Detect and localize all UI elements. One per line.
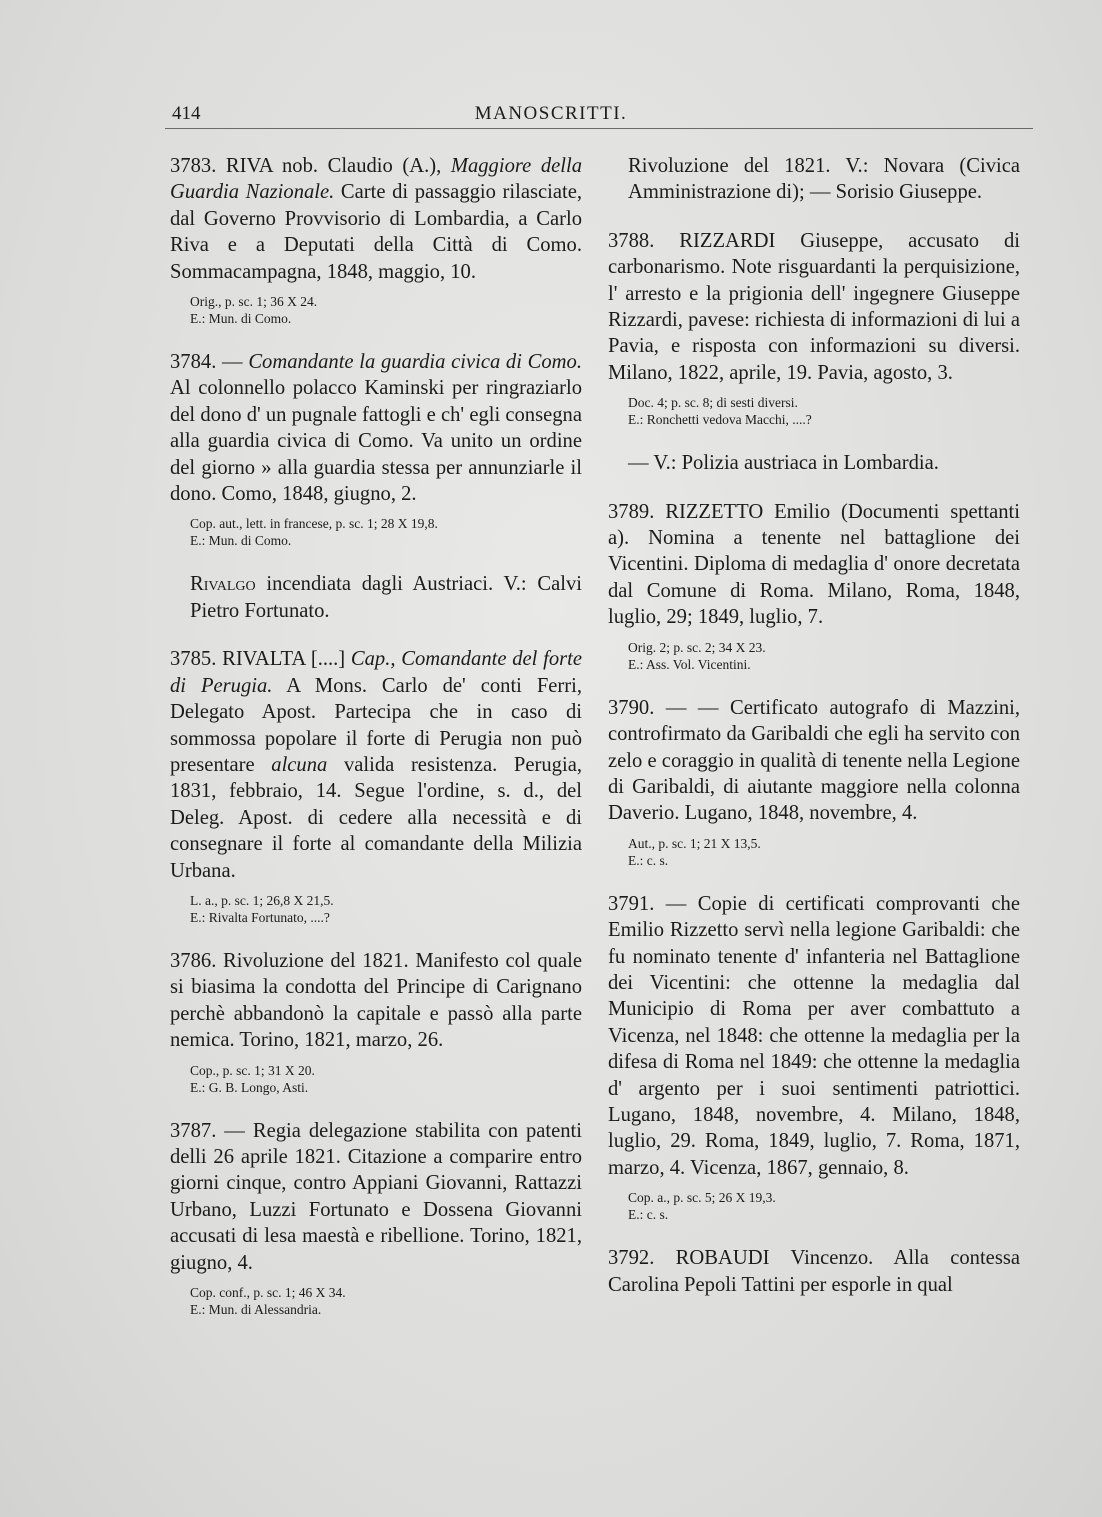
entry-text: A Mons. Carlo de' conti Ferri, Delegato Apost. Partecipa che in caso di sommossa popolare il forte di Perugia non può presentare (170, 674, 582, 776)
right-column (608, 153, 1020, 1320)
entry-meta (608, 835, 1020, 869)
crossref-text: — V.: Polizia austriaca in Lombardia. (628, 452, 939, 475)
entry-meta (608, 639, 1020, 673)
entry-text: — Copie di certificati comprovanti che Emilio Rizzetto servì nella legione Garibaldi: che fu nominato tenente d' infanteria nel Battaglione dei Vicentini: che ottenne la medaglia dal Municipio di Roma per aver combattuto a Vicenza, nel 1848: che ottenne la medaglia per la difesa di Roma nel 1849: che ottenne la medaglia d' argento per i suoi sentimenti patriottici. Lugano, 1848, novembre, 4. Milano, 1848, luglio, 29. Roma, 1849, luglio, 7. Roma, 1871, marzo, 4. Vicenza, 1867, gennaio, 8. (608, 892, 1020, 1179)
entry-emphasis: alcuna (271, 753, 328, 776)
meta-description: Cop. a., p. sc. 5; 26 X 19,3. (628, 1190, 776, 1206)
entry-title: Cap., Comandante del forte di Perugia. (170, 648, 582, 697)
entry-number: 3787. (170, 1119, 217, 1142)
entry-text: ROBAUDI Vincenzo. Alla contessa Carolina Pepoli Tattini per esporle in qual (608, 1247, 1020, 1296)
entry-meta (170, 1062, 582, 1096)
entry-meta (170, 1284, 582, 1318)
meta-owner: E.: Rivalta Fortunato, ....? (190, 909, 330, 925)
entry-number: 3789. (608, 500, 655, 523)
entry-3792 (608, 1245, 1020, 1298)
meta-owner: E.: Mun. di Como. (190, 533, 292, 549)
entry-3786 (170, 948, 582, 1096)
entry-name: RIVA nob. Claudio (A.), (225, 155, 442, 177)
crossref-name: Rivalgo (190, 573, 256, 596)
entry-meta (170, 293, 582, 327)
left-column (170, 153, 582, 1340)
entry-number: 3784. (170, 351, 217, 374)
entry-text: RIZZETTO Emilio (Documenti spettanti a). Nomina a tenente nel battaglione dei Vicentini. Diploma di medaglia d' onore decretata dal Comune di Roma. Milano, Roma, 1848, luglio, 29; 1849, luglio, 7. (608, 500, 1020, 629)
meta-description: Cop. conf., p. sc. 1; 46 X 34. (190, 1285, 346, 1300)
meta-owner: E.: Ass. Vol. Vicentini. (628, 656, 751, 672)
meta-owner: E.: c. s. (628, 1207, 669, 1223)
entry-name: RIVALTA [....] (222, 648, 346, 671)
meta-owner: E.: Ronchetti vedova Macchi, ....? (628, 412, 812, 428)
entry-meta (608, 1189, 1020, 1223)
entry-3785 (170, 646, 582, 926)
meta-owner: E.: c. s. (628, 852, 669, 868)
crossref-rivalgo (170, 571, 582, 624)
meta-description: Cop. aut., lett. in francese, p. sc. 1; 28 X 19,8. (190, 516, 438, 532)
entry-text-cont: valida resistenza. Perugia, 1831, febbraio, 14. Segue l'ordine, s. d., del Deleg. Apost. di cedere alla necessità e di consegnare il forte al comandante della Milizia Urbana. (170, 753, 582, 882)
entry-text: Rivoluzione del 1821. Manifesto col quale si biasima la condotta del Principe di Carignano perchè abbandonò la capitale e passò alla parte nemica. Torino, 1821, marzo, 26. (170, 949, 582, 1052)
entry-meta (608, 394, 1020, 428)
running-head: MANOSCRITTI. (474, 103, 628, 124)
meta-owner: E.: Mun. di Como. (190, 311, 292, 327)
entry-text: Al colonnello polacco Kaminski per ringraziarlo del dono d' un pugnale fattogli e ch' egli consegna alla guardia civica di Como. Va unito un ordine del giorno » alla guardia stessa per annunziarle il dono. Como, 1848, giugno, 2. (170, 377, 582, 506)
meta-description: Cop., p. sc. 1; 31 X 20. (190, 1062, 315, 1078)
entry-number: 3791. (608, 892, 655, 915)
entry-3791 (608, 891, 1020, 1223)
entry-text: — — Certificato autografo di Mazzini, controfirmato da Garibaldi che egli ha servito con zelo e coraggio in qualità di tenente nella Legione di Garibaldi, di aiutante maggiore nella colonna Daverio. Lugano, 1848, novembre, 4. (608, 696, 1020, 825)
continuation-text: Rivoluzione del 1821. V.: Novara (Civica Amministrazione di); — Sorisio Giuseppe. (628, 155, 1020, 204)
header-rule (165, 128, 1033, 129)
entry-title: Maggiore della Guardia Nazionale. (170, 155, 582, 204)
meta-description: L. a., p. sc. 1; 26,8 X 21,5. (190, 892, 334, 908)
entry-number: 3785. (170, 648, 217, 671)
meta-owner: E.: Mun. di Alessandria. (190, 1302, 322, 1317)
crossref-text: incendiata dagli Austriaci. V.: Calvi Pietro Fortunato. (190, 573, 583, 622)
entry-number: 3792. (608, 1247, 655, 1270)
entry-meta (170, 892, 582, 926)
meta-description: Aut., p. sc. 1; 21 X 13,5. (628, 835, 761, 851)
entry-meta (170, 515, 582, 549)
entry-3788 (608, 228, 1020, 428)
entry-number: 3786. (170, 949, 217, 972)
meta-description: Orig., p. sc. 1; 36 X 24. (190, 294, 318, 310)
entry-text: Carte di passaggio rilasciate, dal Governo Provvisorio di Lombardia, a Carlo Riva e a Deputati della Città di Como. Sommacampagna, 1848, maggio, 10. (170, 181, 582, 283)
page-number: 414 (172, 103, 201, 124)
meta-description: Orig. 2; p. sc. 2; 34 X 23. (628, 639, 766, 655)
entry-3787 (170, 1118, 582, 1318)
crossref-polizia (608, 450, 1020, 476)
entry-number: 3790. (608, 696, 655, 719)
entry-text: — Regia delegazione stabilita con patenti delli 26 aprile 1821. Citazione a comparire entro giorni cinque, contro Appiani Giovanni, Rattazzi Urbano, Luzzi Fortunato e Dossena Giovanni accusati di lesa maestà e ribellione. Torino, 1821, giugno, 4. (170, 1119, 582, 1274)
meta-description: Doc. 4; p. sc. 8; di sesti diversi. (628, 395, 798, 411)
entry-3790 (608, 695, 1020, 869)
continuation-entry (608, 153, 1020, 206)
entry-3783 (170, 153, 582, 327)
entry-number: 3783. (170, 155, 217, 177)
entry-3789 (608, 499, 1020, 673)
entry-number: 3788. (608, 229, 655, 252)
entry-title: Comandante la guardia civica di Como. (248, 351, 582, 374)
entry-dash: — (222, 351, 243, 374)
entry-3784 (170, 349, 582, 549)
entry-text: RIZZARDI Giuseppe, accusato di carbonarismo. Note risguardanti la perquisizione, l' arresto e la prigionia dell' ingegnere Giuseppe Rizzardi, pavese: richiesta di informazioni di lui a Pavia, e risposta con informazioni su diversi. Milano, 1822, aprile, 19. Pavia, agosto, 3. (608, 229, 1020, 384)
meta-owner: E.: G. B. Longo, Asti. (190, 1079, 309, 1095)
